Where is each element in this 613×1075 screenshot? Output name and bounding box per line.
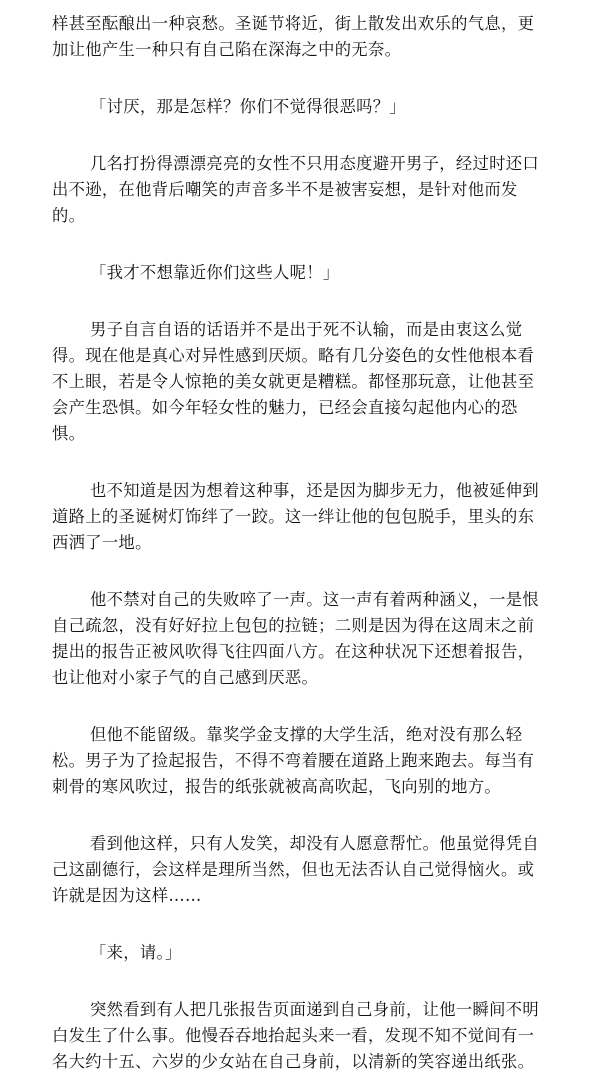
text-line: 许就是因为这样……: [52, 886, 202, 905]
text-line: 的。: [52, 206, 86, 225]
text-line: 松。男子为了捡起报告，不得不弯着腰在道路上跑来跑去。每当有: [52, 751, 535, 770]
text-line: 自己疏忽，没有好好拉上包包的拉链；二则是因为得在这周末之前: [52, 616, 535, 635]
text-line: 刺骨的寒风吹过，报告的纸张就被高高吹起，飞向别的地方。: [52, 777, 502, 796]
text-line: 突然看到有人把几张报告页面递到自己身前，让他一瞬间不明: [90, 1000, 540, 1019]
text-line: 提出的报告正被风吹得飞往四面八方。在这种状况下还想着报告，: [52, 642, 535, 661]
text-line: 样甚至酝酿出一种哀愁。圣诞节将近，街上散发出欢乐的气息，更: [52, 14, 535, 33]
text-line: 道路上的圣诞树灯饰绊了一跤。这一绊让他的包包脱手，里头的东: [52, 507, 535, 526]
text-line: 几名打扮得漂漂亮亮的女性不只用态度避开男子，经过时还口: [90, 154, 540, 173]
text-line: 白发生了什么事。他慢吞吞地抬起头来一看，发现不知不觉间有一: [52, 1026, 535, 1045]
text-line: 他不禁对自己的失败啐了一声。这一声有着两种涵义，一是恨: [90, 590, 540, 609]
text-line: 名大约十五、六岁的少女站在自己身前，以清新的笑容递出纸张。: [52, 1052, 535, 1071]
dialogue-line: 「我才不想靠近你们这些人呢！」: [90, 263, 340, 282]
text-line: 惧。: [52, 424, 86, 443]
dialogue-line: 「讨厌，那是怎样？你们不觉得很恶吗？」: [90, 97, 406, 116]
text-line: 看到他这样，只有人发笑，却没有人愿意帮忙。他虽觉得凭自: [90, 834, 540, 853]
text-line: 己这副德行，会这样是理所当然，但也无法否认自己觉得恼火。或: [52, 860, 535, 879]
text-line: 会产生恐惧。如今年轻女性的魅力，已经会直接勾起他内心的恐: [52, 398, 518, 417]
text-line: 男子自言自语的话语并不是出于死不认输，而是由衷这么觉: [90, 320, 523, 339]
text-line: 出不逊，在他背后嘲笑的声音多半不是被害妄想，是针对他而发: [52, 180, 518, 199]
text-line: 得。现在他是真心对异性感到厌烦。略有几分姿色的女性他根本看: [52, 346, 535, 365]
text-line: 不上眼，若是令人惊艳的美女就更是糟糕。都怪那玩意，让他甚至: [52, 372, 535, 391]
dialogue-line: 「来，请。」: [90, 943, 182, 962]
text-line: 也让他对小家子气的自己感到厌恶。: [52, 668, 319, 687]
text-line: 但他不能留级。靠奖学金支撑的大学生活，绝对没有那么轻: [90, 725, 523, 744]
text-line: 西洒了一地。: [52, 533, 152, 552]
text-line: 也不知道是因为想着这种事，还是因为脚步无力，他被延伸到: [90, 481, 540, 500]
text-line: 加让他产生一种只有自己陷在深海之中的无奈。: [52, 40, 402, 59]
